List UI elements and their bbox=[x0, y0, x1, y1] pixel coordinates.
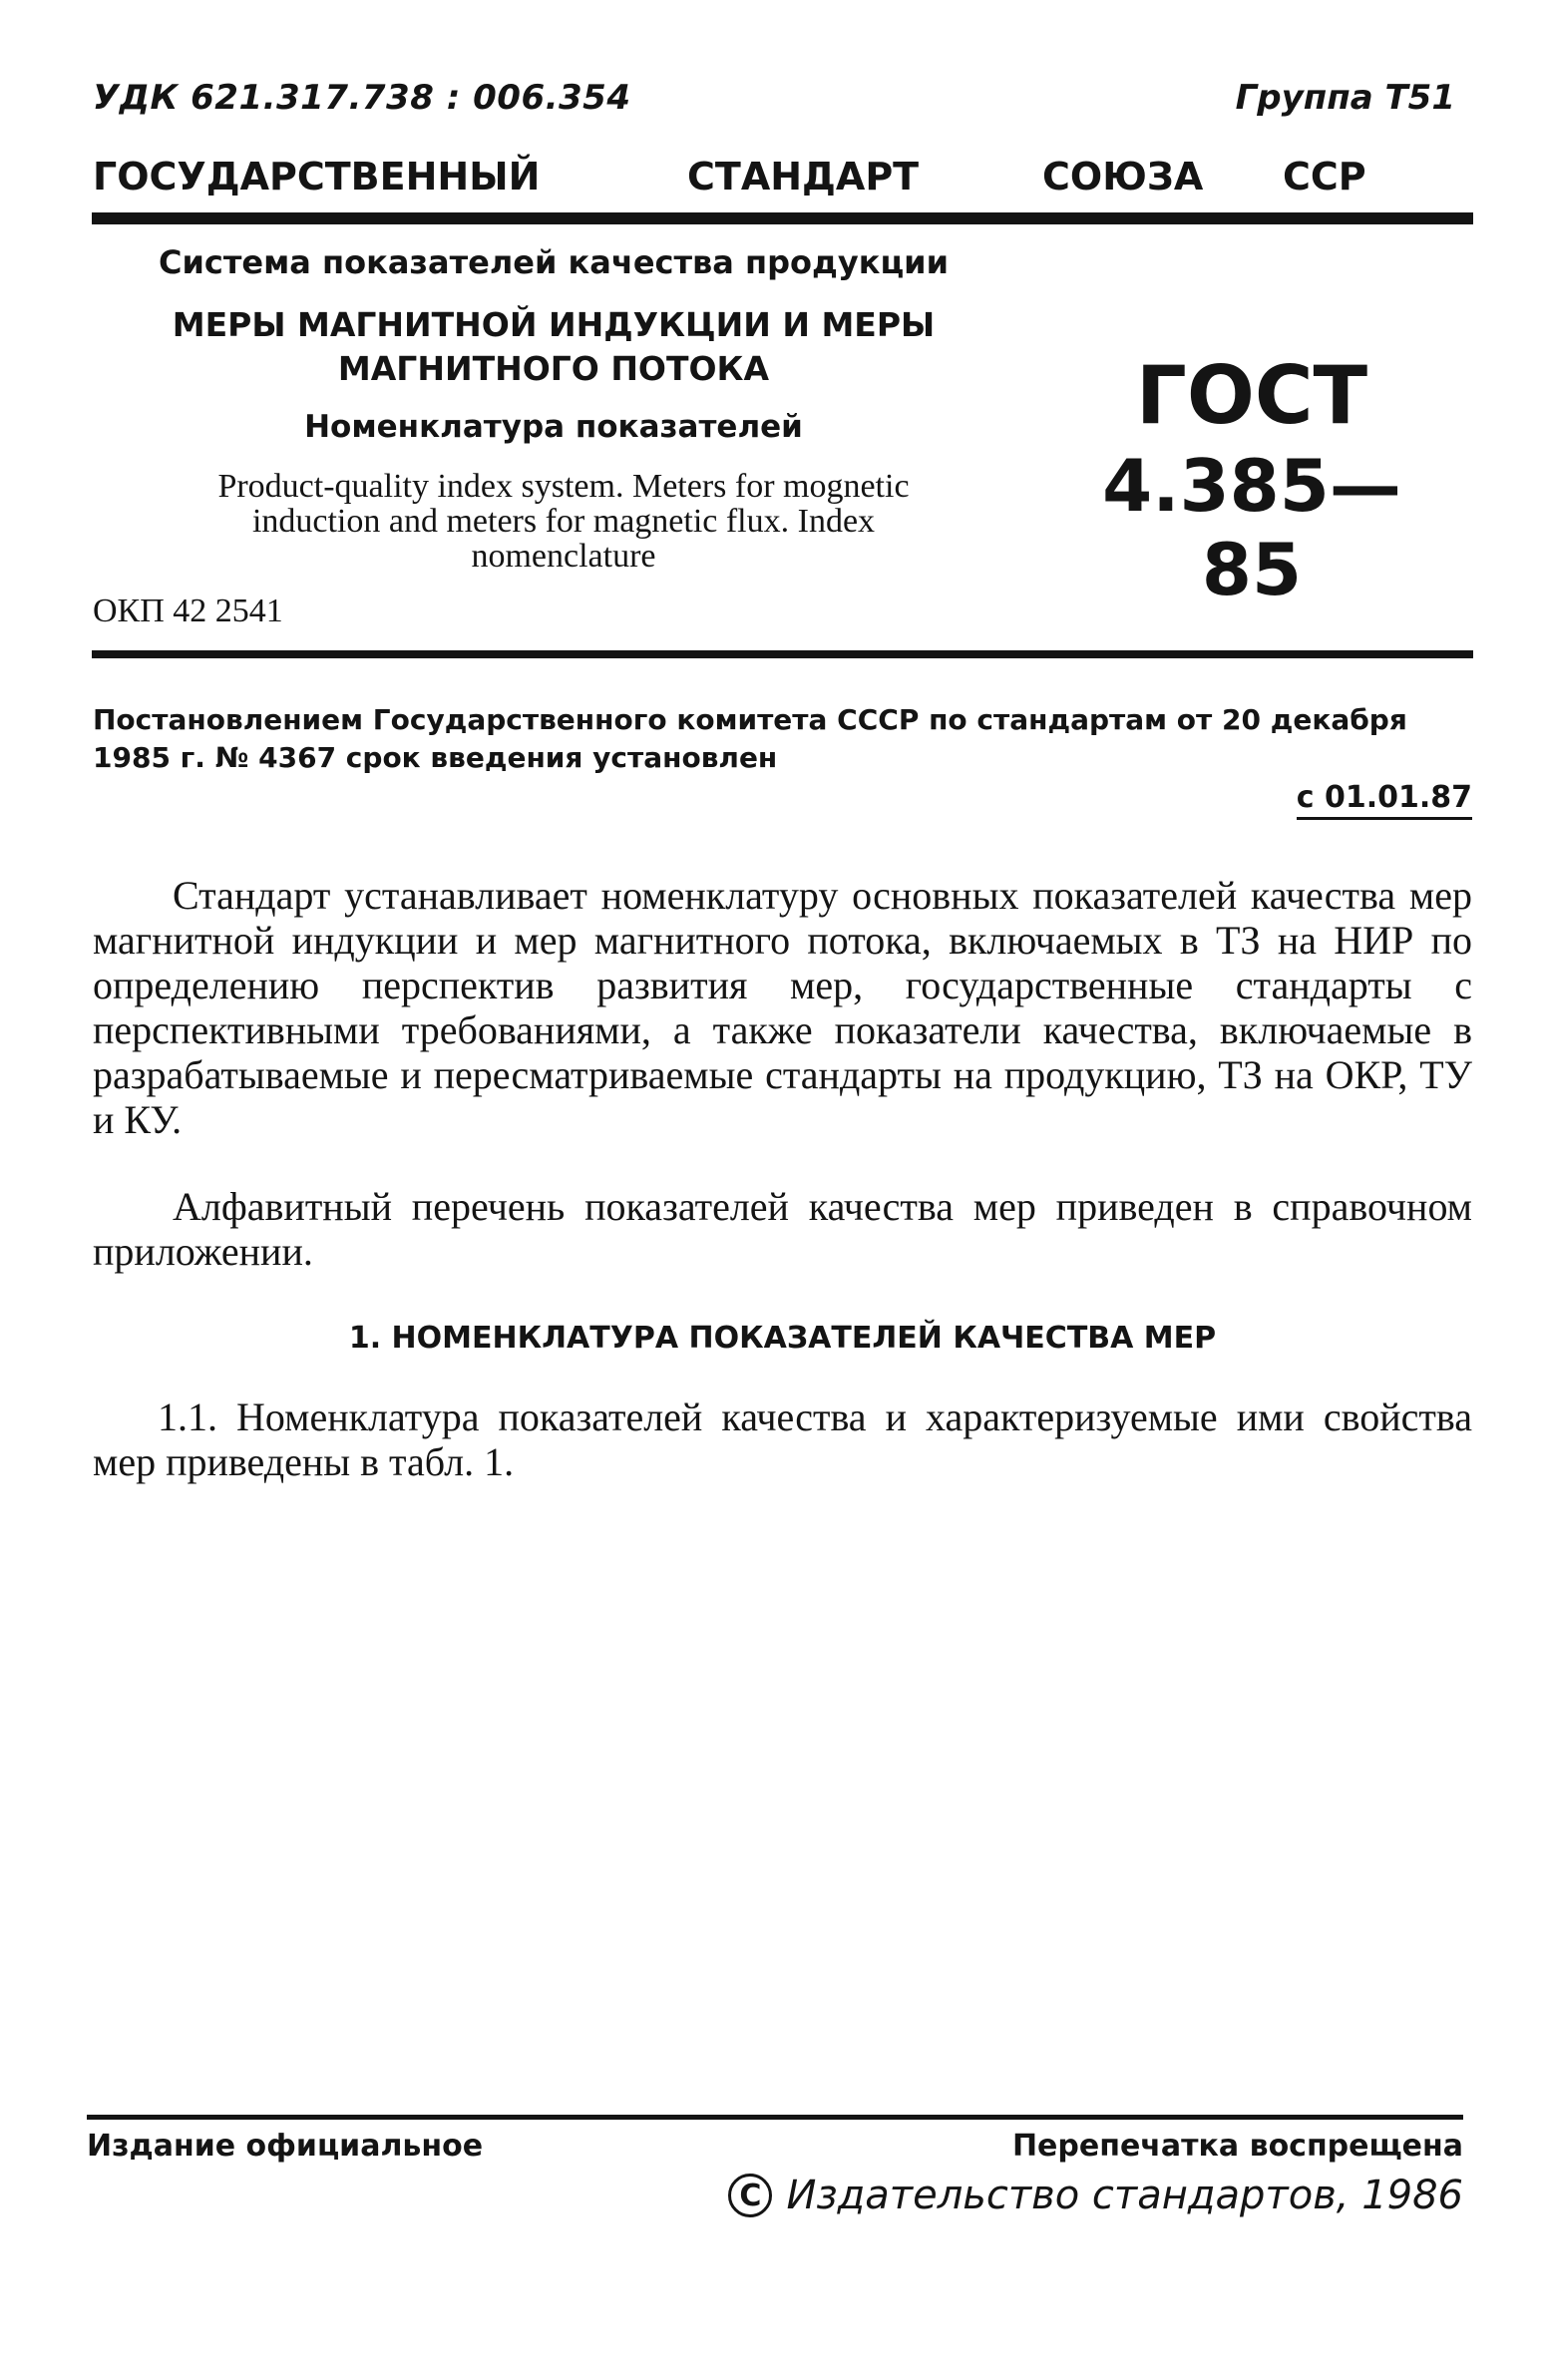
edition-note: Издание официальное bbox=[87, 2129, 484, 2164]
header-rule bbox=[92, 212, 1473, 224]
banner-word-2 bbox=[687, 155, 1011, 198]
group-code: Группа Т51 bbox=[1235, 78, 1455, 118]
banner-letter: С bbox=[1310, 155, 1339, 198]
english-line-2: induction and meters for magnetic flux. Index bbox=[251, 503, 876, 540]
english-line-3: nomenclature bbox=[471, 538, 656, 575]
banner-letter: Р bbox=[269, 155, 297, 198]
okp-code: ОКП 42 2541 bbox=[93, 593, 283, 629]
banner-letter: С bbox=[296, 155, 325, 198]
banner-letter: З bbox=[1146, 155, 1174, 198]
publisher-line bbox=[728, 2173, 1463, 2218]
state-standard-banner bbox=[93, 155, 1472, 198]
banner-letter: Е bbox=[379, 155, 406, 198]
banner-letter: Р bbox=[865, 155, 894, 198]
banner-letter: А bbox=[835, 155, 866, 198]
body-paragraph-1: Стандарт устанавливает номенклатуру основных показателей качества мер магнитной индукции и мер магнитного потока, включаемых в ТЗ на НИР по определению перспектив развития мер, государственные стандарты с перспективными требованиями, а также показатели качества, включаемые в разрабатываемые и пересматриваемые стандарты на продукцию, ТЗ на ОКР, ТУ и КУ. bbox=[93, 873, 1472, 1142]
decree-text: Постановлением Государственного комитета СССР по стандартам от 20 декабря 1985 г. № 4367 срок введения установлен bbox=[93, 703, 1407, 774]
banner-letter: А bbox=[239, 155, 269, 198]
body-paragraph-2: Алфавитный перечень показателей качества мер приведен в справочном приложении. bbox=[93, 1184, 1472, 1274]
udk-code: УДК 621.317.738 : 006.354 bbox=[93, 78, 631, 118]
effective-date: с 01.01.87 bbox=[1297, 780, 1472, 820]
reprint-note: Перепечатка воспрещена bbox=[1011, 2129, 1463, 2164]
banner-letter: С bbox=[687, 155, 715, 198]
banner-letter: А bbox=[1173, 155, 1204, 198]
banner-letter: В bbox=[350, 155, 380, 198]
banner-letter: С bbox=[1283, 155, 1311, 198]
banner-letter: Ы bbox=[469, 155, 509, 198]
banner-letter: Ю bbox=[1102, 155, 1147, 198]
banner-letter: У bbox=[177, 155, 206, 198]
gost-label: ГОСТ bbox=[1135, 349, 1368, 442]
publisher-name: Издательство стандартов, 1986 bbox=[786, 2173, 1463, 2218]
banner-letter: Д bbox=[802, 155, 836, 198]
body-paragraph-3: 1.1. Номенклатура показателей качества и характеризуемые ими свойства мер приведены в табл. 1. bbox=[93, 1394, 1472, 1484]
footer-rule bbox=[87, 2115, 1463, 2120]
banner-letter: Т bbox=[893, 155, 920, 198]
banner-word-3 bbox=[1042, 155, 1252, 198]
banner-letter: Н bbox=[770, 155, 803, 198]
gost-number: 4.385—85 bbox=[1102, 444, 1401, 611]
banner-word-4 bbox=[1283, 155, 1472, 198]
banner-letter: Т bbox=[324, 155, 351, 198]
quality-system-line: Система показателей качества продукции bbox=[158, 243, 950, 281]
document-subtitle: Номенклатура показателей bbox=[304, 409, 803, 445]
title-line-1: МЕРЫ МАГНИТНОЙ ИНДУКЦИИ И МЕРЫ bbox=[172, 305, 936, 344]
banner-letter: Н bbox=[437, 155, 470, 198]
section-heading: 1. НОМЕНКЛАТУРА ПОКАЗАТЕЛЕЙ КАЧЕСТВА МЕР bbox=[348, 1321, 1217, 1356]
english-title bbox=[120, 469, 1007, 574]
banner-letter: Й bbox=[508, 155, 541, 198]
banner-letter: Н bbox=[405, 155, 438, 198]
english-line-1: Product-quality index system. Meters for mognetic bbox=[217, 468, 910, 505]
banner-letter: Р bbox=[1338, 155, 1366, 198]
banner-letter: Г bbox=[93, 155, 118, 198]
title-line-2: МАГНИТНОГО ПОТОКА bbox=[337, 349, 770, 388]
banner-letter: С bbox=[1042, 155, 1070, 198]
banner-letter: А bbox=[740, 155, 771, 198]
title-block-rule bbox=[92, 650, 1473, 658]
document-title bbox=[130, 303, 977, 391]
banner-letter: О bbox=[1069, 155, 1103, 198]
banner-letter: Д bbox=[205, 155, 240, 198]
banner-letter: С bbox=[149, 155, 178, 198]
copyright-icon: C bbox=[728, 2174, 772, 2217]
banner-word-1 bbox=[93, 155, 656, 198]
banner-letter: О bbox=[117, 155, 150, 198]
banner-letter: Т bbox=[714, 155, 741, 198]
